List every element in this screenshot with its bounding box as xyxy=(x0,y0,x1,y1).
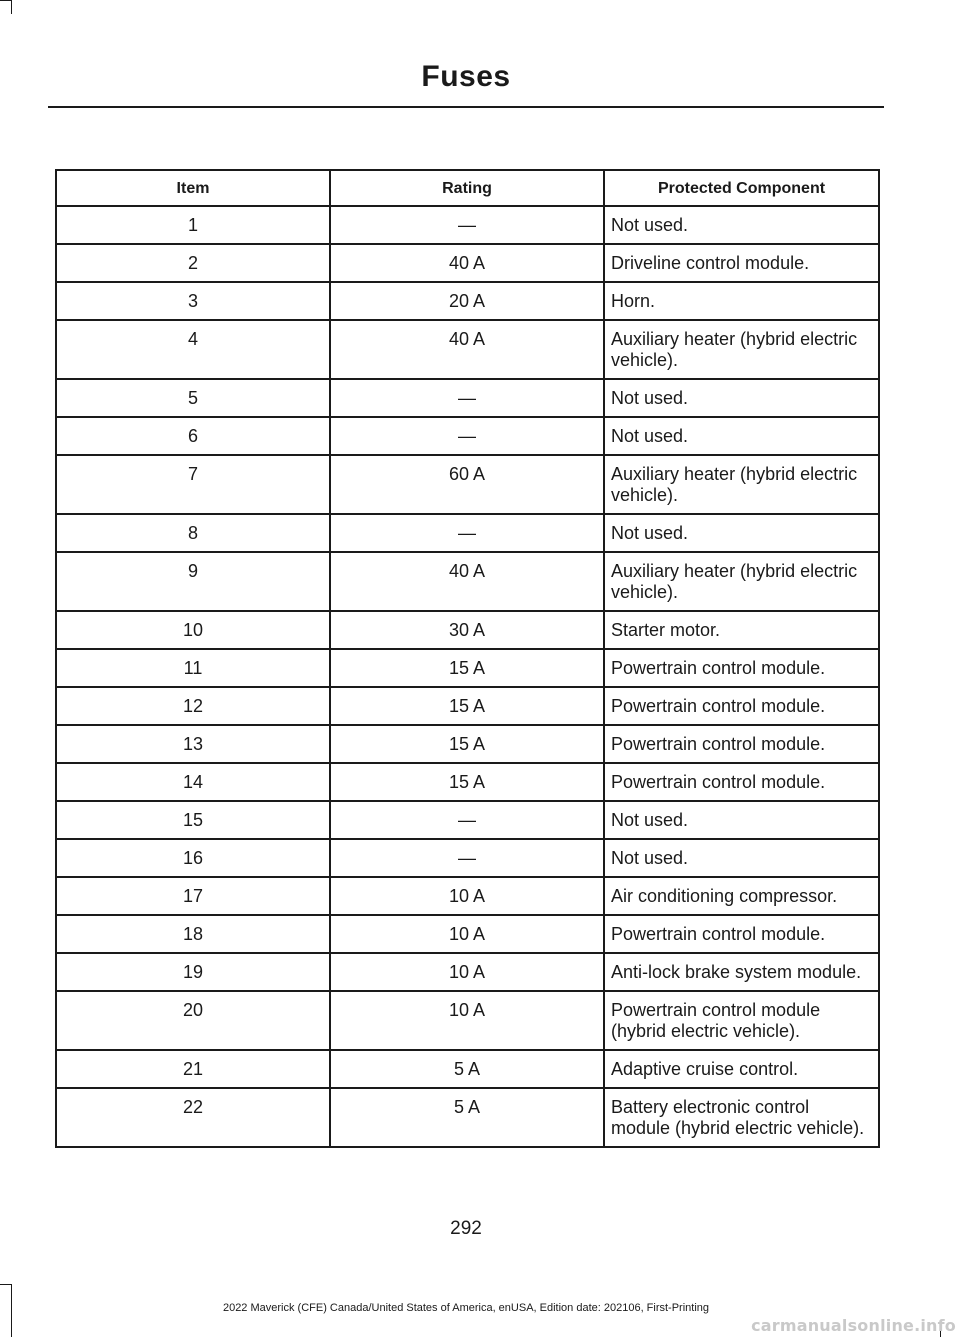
footer-text: 2022 Maverick (CFE) Canada/United States of America, enUSA, Edition date: 202106, First-Printing xyxy=(222,1302,710,1314)
cell-item: 10 xyxy=(56,611,330,649)
table-row xyxy=(56,244,879,282)
table-row xyxy=(56,611,879,649)
cell-rating: 5 A xyxy=(330,1088,604,1147)
table-row xyxy=(56,417,879,455)
cell-item: 12 xyxy=(56,687,330,725)
cell-rating: 15 A xyxy=(330,763,604,801)
table-row xyxy=(56,206,879,244)
cell-protected-component: Powertrain control module. xyxy=(604,763,879,801)
cell-item: 14 xyxy=(56,763,330,801)
cell-item: 5 xyxy=(56,379,330,417)
cell-rating: — xyxy=(330,514,604,552)
cell-protected-component: Not used. xyxy=(604,801,879,839)
cell-protected-component: Not used. xyxy=(604,839,879,877)
cell-protected-component: Not used. xyxy=(604,417,879,455)
table-row xyxy=(56,763,879,801)
table-row xyxy=(56,320,879,379)
cell-rating: — xyxy=(330,417,604,455)
cell-protected-component: Not used. xyxy=(604,206,879,244)
cell-rating: 5 A xyxy=(330,1050,604,1088)
cell-rating: 10 A xyxy=(330,953,604,991)
cell-protected-component: Air conditioning compressor. xyxy=(604,877,879,915)
cell-protected-component: Powertrain control module. xyxy=(604,915,879,953)
cell-protected-component: Not used. xyxy=(604,379,879,417)
cell-rating: — xyxy=(330,206,604,244)
cell-item: 8 xyxy=(56,514,330,552)
cell-protected-component: Auxiliary heater (hybrid electric vehicle). xyxy=(604,320,879,379)
cell-protected-component: Starter motor. xyxy=(604,611,879,649)
cell-rating: 10 A xyxy=(330,915,604,953)
cell-item: 18 xyxy=(56,915,330,953)
cell-rating: 20 A xyxy=(330,282,604,320)
table-header-row xyxy=(56,170,879,206)
cell-rating: 40 A xyxy=(330,244,604,282)
cell-rating: 15 A xyxy=(330,725,604,763)
crop-mark xyxy=(0,1284,12,1285)
cell-protected-component: Horn. xyxy=(604,282,879,320)
cell-item: 17 xyxy=(56,877,330,915)
cell-item: 11 xyxy=(56,649,330,687)
page-title: Fuses xyxy=(421,60,511,93)
page-number: 292 xyxy=(450,1218,482,1239)
cell-protected-component: Driveline control module. xyxy=(604,244,879,282)
cell-protected-component: Auxiliary heater (hybrid electric vehicle). xyxy=(604,552,879,611)
cell-protected-component: Anti-lock brake system module. xyxy=(604,953,879,991)
cell-protected-component: Powertrain control module. xyxy=(604,687,879,725)
table-row xyxy=(56,839,879,877)
cell-rating: 60 A xyxy=(330,455,604,514)
cell-rating: — xyxy=(330,379,604,417)
cell-rating: 30 A xyxy=(330,611,604,649)
cell-item: 6 xyxy=(56,417,330,455)
table-row xyxy=(56,1088,879,1147)
cell-protected-component: Powertrain control module (hybrid electric vehicle). xyxy=(604,991,879,1050)
cell-rating: — xyxy=(330,801,604,839)
cell-item: 1 xyxy=(56,206,330,244)
cell-rating: 15 A xyxy=(330,649,604,687)
column-header-rating: Rating xyxy=(330,170,604,206)
cell-rating: 40 A xyxy=(330,552,604,611)
table-row xyxy=(56,379,879,417)
table-row xyxy=(56,282,879,320)
table-row xyxy=(56,801,879,839)
fuse-table xyxy=(55,169,880,1148)
cell-item: 13 xyxy=(56,725,330,763)
crop-mark xyxy=(11,0,12,14)
fuse-table-body xyxy=(56,206,879,1147)
cell-item: 19 xyxy=(56,953,330,991)
table-row xyxy=(56,514,879,552)
cell-item: 16 xyxy=(56,839,330,877)
cell-protected-component: Adaptive cruise control. xyxy=(604,1050,879,1088)
cell-rating: 15 A xyxy=(330,687,604,725)
cell-protected-component: Powertrain control module. xyxy=(604,725,879,763)
cell-item: 7 xyxy=(56,455,330,514)
column-header-protected-component: Protected Component xyxy=(604,170,879,206)
table-row xyxy=(56,877,879,915)
table-row xyxy=(56,725,879,763)
cell-item: 9 xyxy=(56,552,330,611)
cell-item: 2 xyxy=(56,244,330,282)
cell-item: 3 xyxy=(56,282,330,320)
table-row xyxy=(56,455,879,514)
cell-item: 4 xyxy=(56,320,330,379)
table-row xyxy=(56,991,879,1050)
cell-protected-component: Not used. xyxy=(604,514,879,552)
cell-rating: — xyxy=(330,839,604,877)
table-row xyxy=(56,953,879,991)
title-divider xyxy=(48,106,884,108)
table-row xyxy=(56,915,879,953)
cell-protected-component: Powertrain control module. xyxy=(604,649,879,687)
table-row xyxy=(56,687,879,725)
cell-rating: 10 A xyxy=(330,991,604,1050)
table-row xyxy=(56,1050,879,1088)
table-row xyxy=(56,552,879,611)
cell-item: 20 xyxy=(56,991,330,1050)
cell-item: 21 xyxy=(56,1050,330,1088)
column-header-item: Item xyxy=(56,170,330,206)
table-row xyxy=(56,649,879,687)
cell-protected-component: Battery electronic control module (hybrid electric vehicle). xyxy=(604,1088,879,1147)
cell-rating: 40 A xyxy=(330,320,604,379)
cell-item: 22 xyxy=(56,1088,330,1147)
watermark: carmanualsonline.info xyxy=(751,1316,956,1335)
cell-protected-component: Auxiliary heater (hybrid electric vehicle). xyxy=(604,455,879,514)
cell-item: 15 xyxy=(56,801,330,839)
cell-rating: 10 A xyxy=(330,877,604,915)
